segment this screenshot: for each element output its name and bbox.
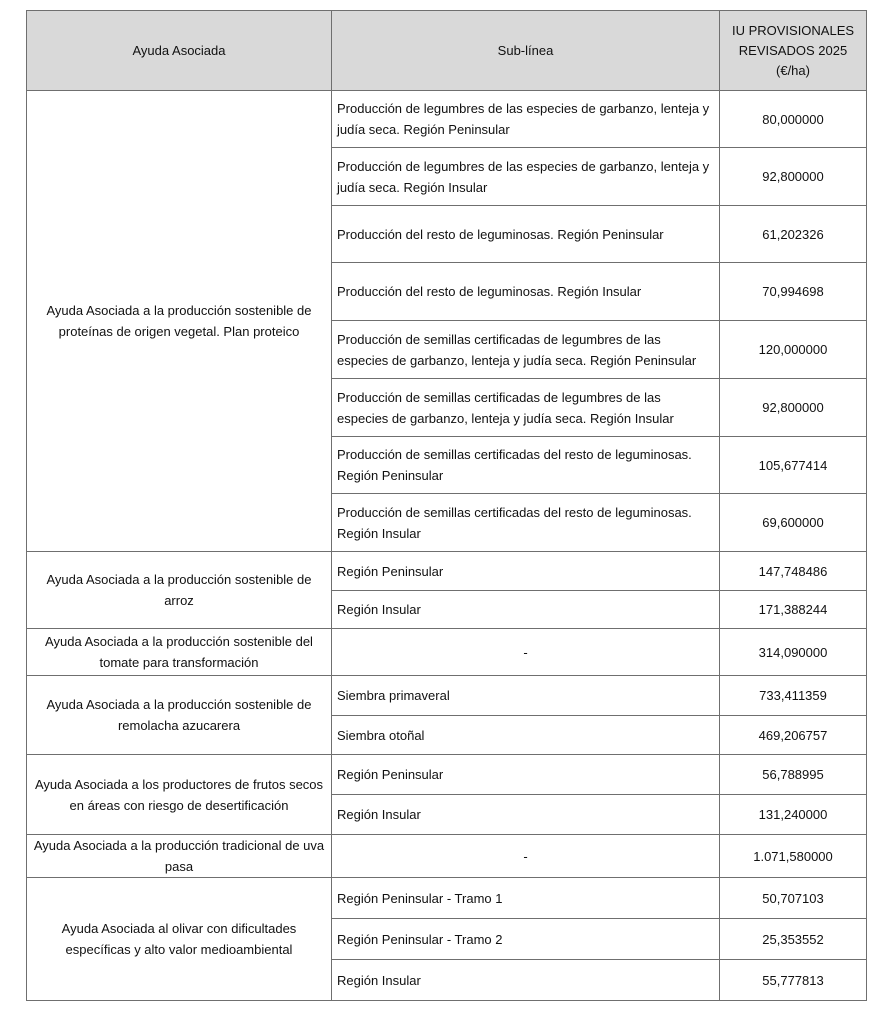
subline-cell: Siembra otoñal	[332, 716, 720, 755]
value-cell: 70,994698	[720, 263, 867, 321]
table-row	[27, 878, 867, 919]
table-row	[27, 91, 867, 148]
ayudas-table	[26, 10, 867, 1001]
subline-cell: Región Insular	[332, 591, 720, 629]
subline-cell: -	[332, 629, 720, 676]
header-iu-line3: (€/ha)	[776, 62, 810, 78]
value-cell: 25,353552	[720, 919, 867, 960]
ayuda-cell: Ayuda Asociada a los productores de frutos secos en áreas con riesgo de desertificación	[27, 755, 332, 835]
subline-cell: Producción de semillas certificadas de legumbres de las especies de garbanzo, lenteja y judía seca. Región Insular	[332, 379, 720, 437]
ayuda-cell: Ayuda Asociada a la producción sostenible de remolacha azucarera	[27, 676, 332, 755]
header-row	[27, 11, 867, 91]
ayuda-cell: Ayuda Asociada a la producción sostenible de proteínas de origen vegetal. Plan proteico	[27, 91, 332, 552]
value-cell: 171,388244	[720, 591, 867, 629]
value-cell: 61,202326	[720, 206, 867, 263]
ayuda-cell: Ayuda Asociada al olivar con dificultades específicas y alto valor medioambiental	[27, 878, 332, 1001]
ayuda-cell: Ayuda Asociada a la producción tradicional de uva pasa	[27, 835, 332, 878]
subline-cell: Siembra primaveral	[332, 676, 720, 716]
value-cell: 69,600000	[720, 494, 867, 552]
value-cell: 733,411359	[720, 676, 867, 716]
table-row	[27, 676, 867, 716]
subline-cell: Región Peninsular	[332, 755, 720, 795]
header-iu-line2: REVISADOS 2025	[738, 42, 848, 58]
header-iu	[720, 11, 867, 91]
ayuda-cell: Ayuda Asociada a la producción sostenible del tomate para transformación	[27, 629, 332, 676]
value-cell: 80,000000	[720, 91, 867, 148]
subline-cell: Producción de semillas certificadas de legumbres de las especies de garbanzo, lenteja y judía seca. Región Peninsular	[332, 321, 720, 379]
subline-cell: Región Peninsular - Tramo 2	[332, 919, 720, 960]
value-cell: 1.071,580000	[720, 835, 867, 878]
value-cell: 92,800000	[720, 148, 867, 206]
table-row	[27, 755, 867, 795]
value-cell: 147,748486	[720, 552, 867, 591]
ayuda-cell: Ayuda Asociada a la producción sostenible de arroz	[27, 552, 332, 629]
value-cell: 469,206757	[720, 716, 867, 755]
value-cell: 56,788995	[720, 755, 867, 795]
subline-cell: Producción de semillas certificadas del resto de leguminosas. Región Insular	[332, 494, 720, 552]
subline-cell: -	[332, 835, 720, 878]
value-cell: 120,000000	[720, 321, 867, 379]
subline-cell: Producción del resto de leguminosas. Región Peninsular	[332, 206, 720, 263]
value-cell: 314,090000	[720, 629, 867, 676]
subline-cell: Región Peninsular - Tramo 1	[332, 878, 720, 919]
subline-cell: Región Peninsular	[332, 552, 720, 591]
value-cell: 131,240000	[720, 795, 867, 835]
subline-cell: Producción de legumbres de las especies de garbanzo, lenteja y judía seca. Región Peninsular	[332, 91, 720, 148]
subline-cell: Producción de semillas certificadas del resto de leguminosas. Región Peninsular	[332, 437, 720, 494]
value-cell: 50,707103	[720, 878, 867, 919]
subline-cell: Región Insular	[332, 795, 720, 835]
table-row	[27, 629, 867, 676]
subline-cell: Producción de legumbres de las especies de garbanzo, lenteja y judía seca. Región Insular	[332, 148, 720, 206]
table-row	[27, 835, 867, 878]
value-cell: 92,800000	[720, 379, 867, 437]
value-cell: 55,777813	[720, 960, 867, 1001]
header-subline: Sub-línea	[332, 11, 720, 91]
subline-cell: Producción del resto de leguminosas. Región Insular	[332, 263, 720, 321]
table-row	[27, 552, 867, 591]
header-iu-line1: IU PROVISIONALES	[731, 22, 855, 38]
subline-cell: Región Insular	[332, 960, 720, 1001]
value-cell: 105,677414	[720, 437, 867, 494]
header-ayuda: Ayuda Asociada	[27, 11, 332, 91]
